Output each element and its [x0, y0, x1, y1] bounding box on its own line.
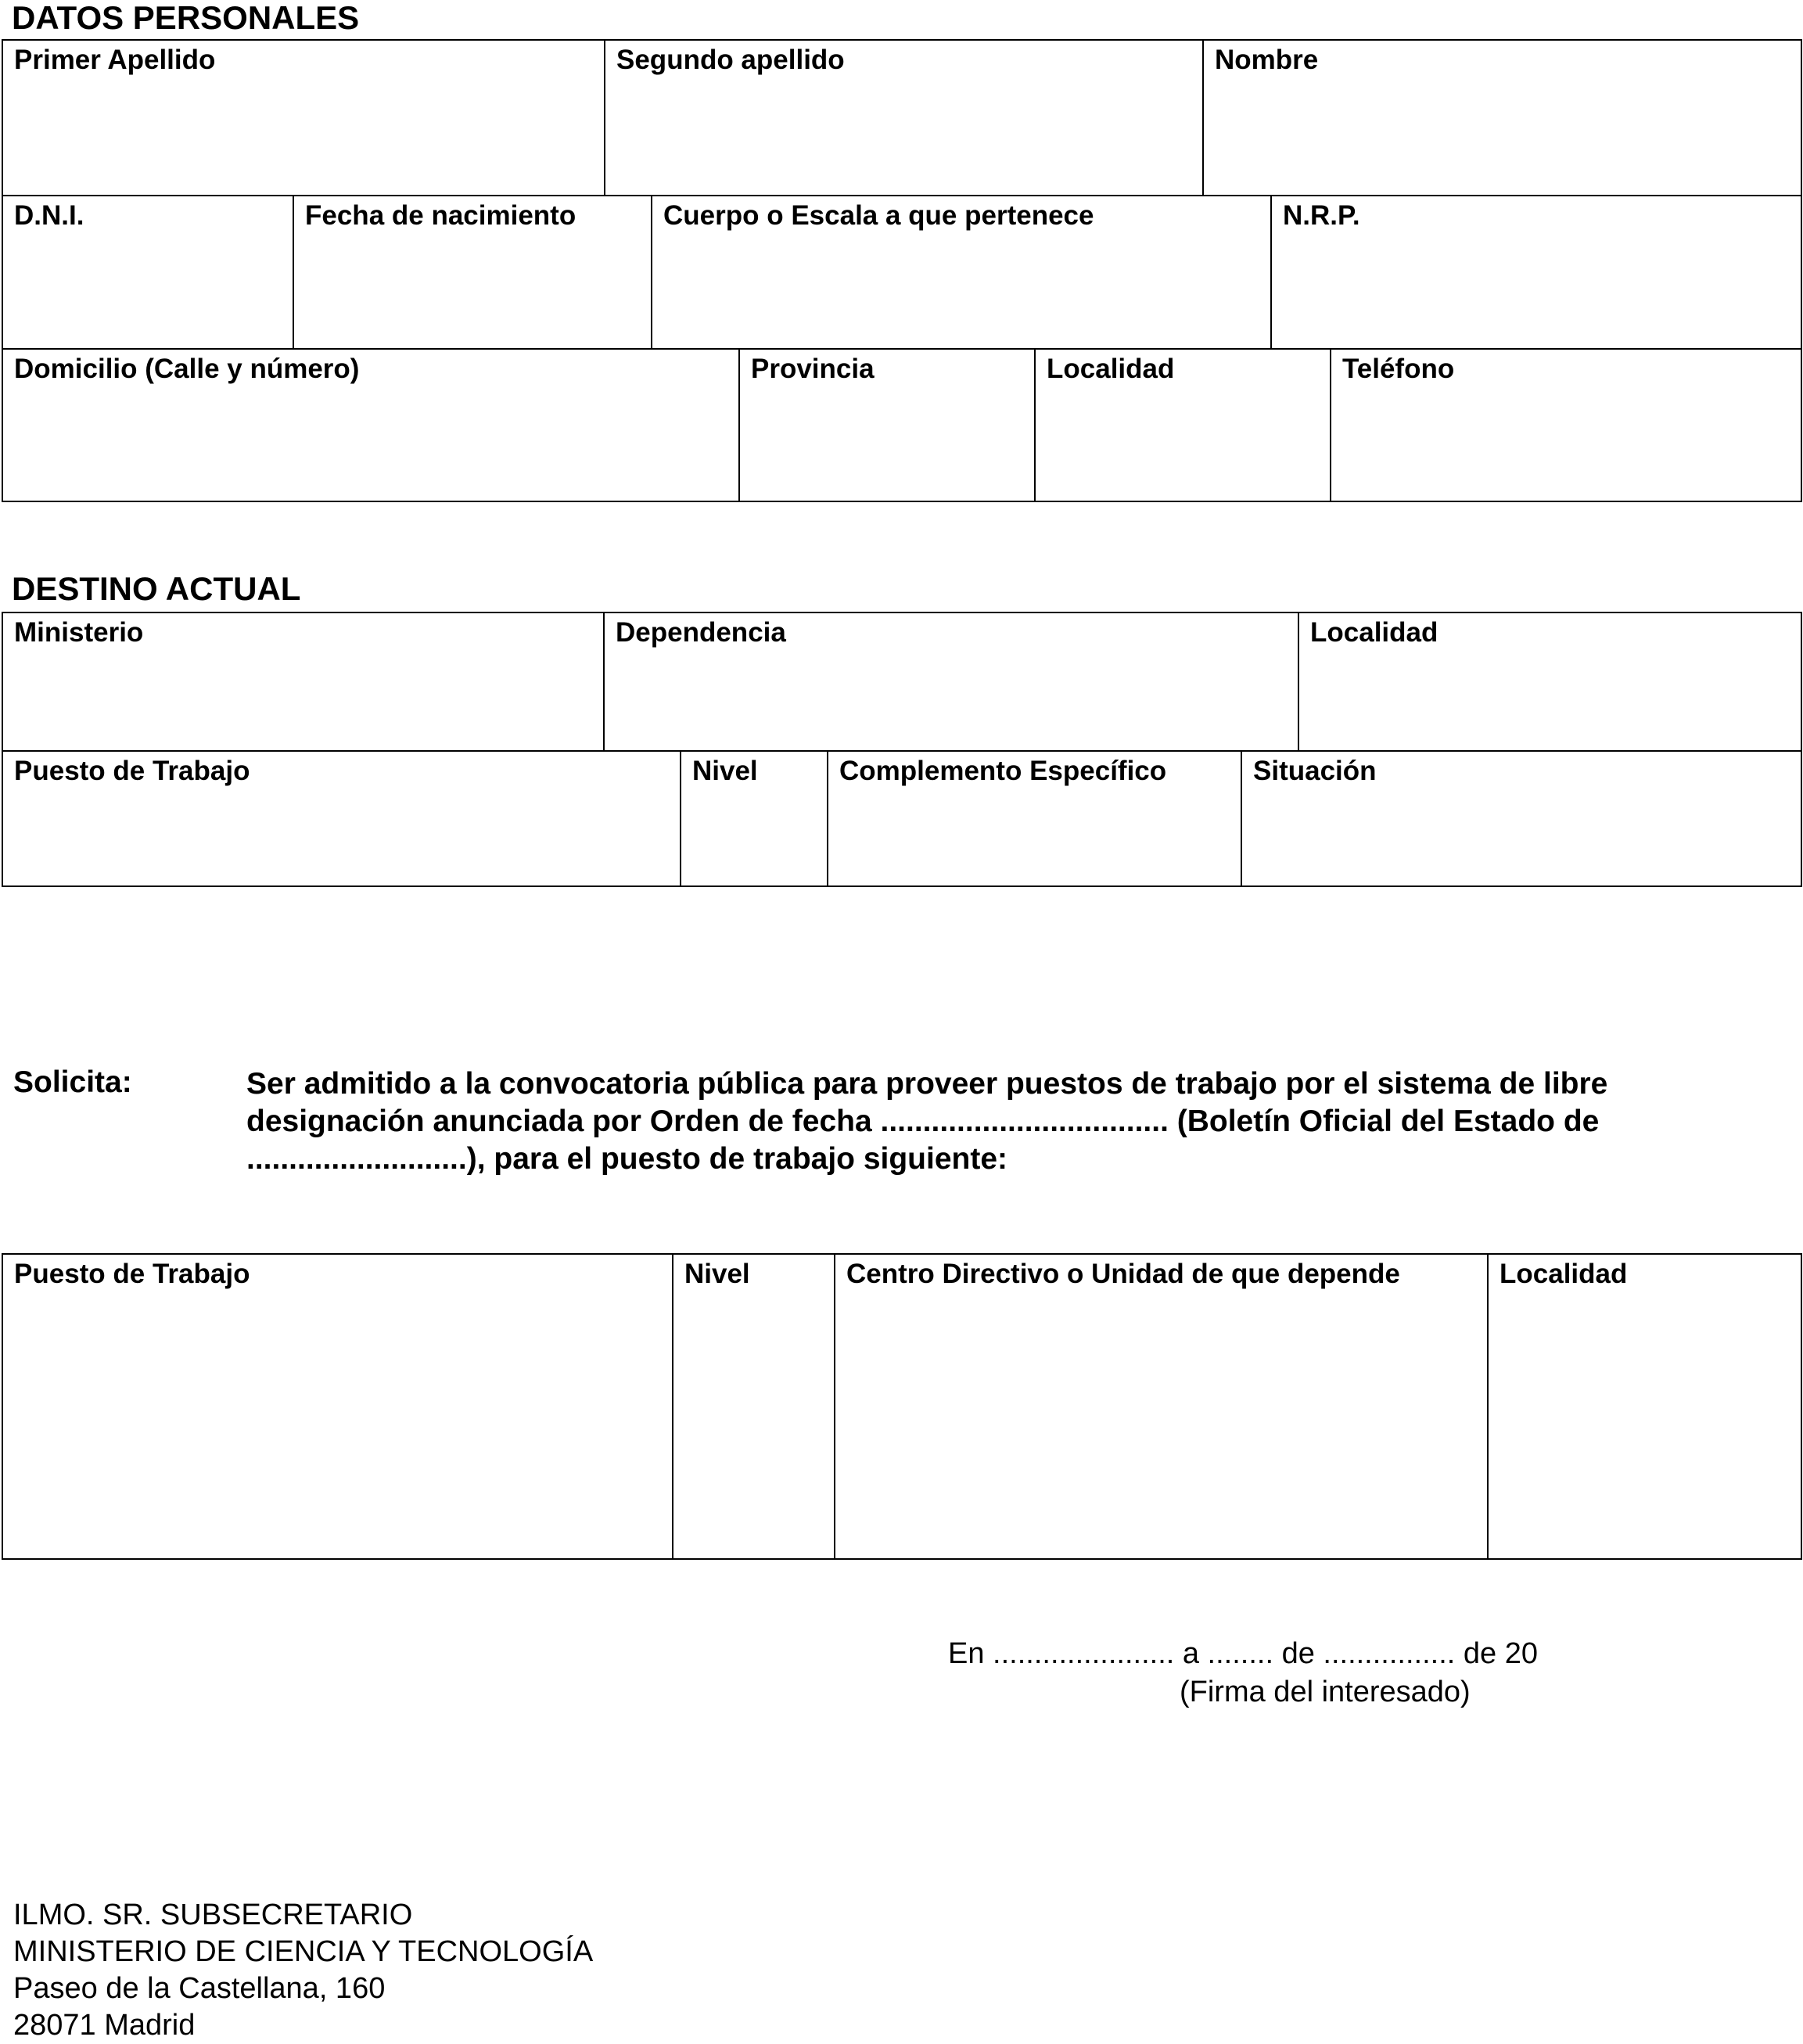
field-centro-directivo[interactable] [835, 1255, 1487, 1558]
field-label: Nivel [692, 756, 758, 786]
field-puesto-trabajo-actual[interactable] [3, 752, 680, 885]
field-label: Puesto de Trabajo [14, 1259, 250, 1289]
field-label: D.N.I. [14, 200, 84, 231]
datos-personales-table [2, 39, 1802, 502]
section-title-datos-personales: DATOS PERSONALES [12, 0, 360, 36]
field-segundo-apellido[interactable] [605, 41, 1202, 195]
destino-actual-table [2, 612, 1802, 887]
solicita-label: Solicita: [13, 1065, 132, 1099]
field-complemento-especifico[interactable] [828, 752, 1241, 885]
field-label: Teléfono [1342, 354, 1455, 384]
field-localidad-destino[interactable] [1299, 613, 1801, 750]
field-label: Localidad [1047, 354, 1175, 384]
field-label: Puesto de Trabajo [14, 756, 250, 786]
addressee-line: MINISTERIO DE CIENCIA Y TECNOLOGÍA [13, 1935, 594, 1968]
field-nivel-actual[interactable] [681, 752, 827, 885]
date-line: En ...................... a ........ de ................ de 20 [948, 1637, 1538, 1670]
field-cuerpo-escala[interactable] [652, 196, 1270, 348]
field-provincia[interactable] [740, 350, 1034, 501]
field-label: Provincia [751, 354, 875, 384]
solicita-line: Ser admitido a la convocatoria pública para proveer puestos de trabajo por el sistema de libre [246, 1067, 1608, 1101]
field-label: Localidad [1500, 1259, 1628, 1289]
field-nrp[interactable] [1272, 196, 1801, 348]
field-label: Localidad [1310, 617, 1438, 648]
solicita-line: ..........................), para el puesto de trabajo siguiente: [246, 1142, 1008, 1176]
field-telefono[interactable] [1331, 350, 1801, 501]
field-situacion[interactable] [1242, 752, 1801, 885]
field-localidad-solicitada[interactable] [1489, 1255, 1801, 1558]
field-label: Nivel [684, 1259, 750, 1289]
field-label: Centro Directivo o Unidad de que depende [846, 1259, 1400, 1289]
solicita-line: designación anunciada por Orden de fecha .................................. (Boletín Oficial del Estado de [246, 1105, 1600, 1138]
field-label: Fecha de nacimiento [305, 200, 576, 231]
field-label: Primer Apellido [14, 45, 216, 75]
field-label: N.R.P. [1283, 200, 1360, 231]
addressee-block [13, 1897, 593, 2044]
field-nivel-solicitado[interactable] [673, 1255, 834, 1558]
field-nombre[interactable] [1204, 41, 1801, 195]
field-domicilio[interactable] [3, 350, 738, 501]
field-fecha-nacimiento[interactable] [294, 196, 651, 348]
signature-caption: (Firma del interesado) [1180, 1676, 1471, 1708]
field-label: Cuerpo o Escala a que pertenece [663, 200, 1094, 231]
field-localidad[interactable] [1036, 350, 1330, 501]
solicita-text [246, 1065, 1780, 1178]
field-label: Nombre [1215, 45, 1319, 75]
field-label: Segundo apellido [616, 45, 845, 75]
field-label: Complemento Específico [839, 756, 1167, 786]
field-dependencia[interactable] [605, 613, 1298, 750]
field-label: Ministerio [14, 617, 144, 648]
addressee-line: Paseo de la Castellana, 160 [13, 1972, 386, 2005]
field-puesto-trabajo-solicitado[interactable] [3, 1255, 672, 1558]
puesto-solicitado-table [2, 1253, 1802, 1560]
addressee-line: ILMO. SR. SUBSECRETARIO [13, 1899, 413, 1931]
field-dni[interactable] [3, 196, 293, 348]
field-label: Domicilio (Calle y número) [14, 354, 360, 384]
field-primer-apellido[interactable] [3, 41, 604, 195]
field-label: Situación [1253, 756, 1377, 786]
section-title-destino-actual: DESTINO ACTUAL [12, 570, 301, 607]
addressee-line: 28071 Madrid [13, 2009, 196, 2042]
field-label: Dependencia [616, 617, 786, 648]
field-ministerio[interactable] [3, 613, 603, 750]
